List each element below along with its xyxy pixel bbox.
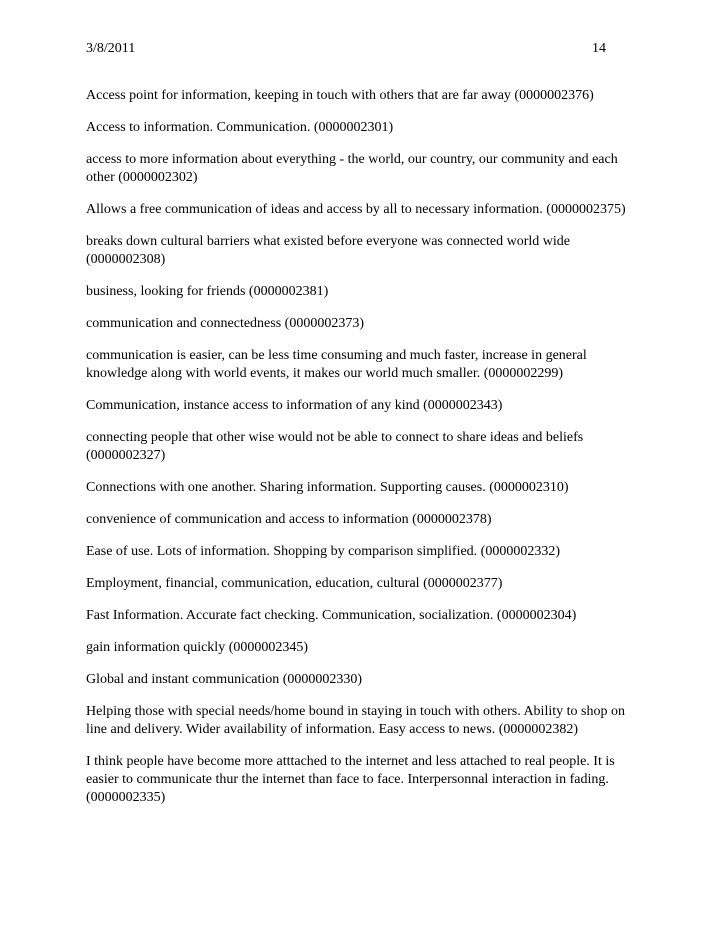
page-number: 14 [592, 41, 606, 56]
response-line: other (0000002302) [86, 170, 198, 185]
response-item [86, 283, 646, 301]
response-line: Communication, instance access to information of any kind (0000002343) [86, 398, 503, 413]
response-line: Employment, financial, communication, education, cultural (0000002377) [86, 576, 503, 591]
response-line: Helping those with special needs/home bound in staying in touch with others. Ability to shop on [86, 704, 625, 719]
response-item [86, 639, 646, 657]
response-line: Connections with one another. Sharing information. Supporting causes. (0000002310) [86, 480, 569, 495]
response-line: Ease of use. Lots of information. Shopping by comparison simplified. (0000002332) [86, 544, 560, 559]
response-list [86, 87, 646, 821]
response-line: Fast Information. Accurate fact checking. Communication, socialization. (0000002304) [86, 608, 577, 623]
response-line: I think people have become more atttached to the internet and less attached to real people. It is [86, 754, 615, 769]
response-item [86, 703, 646, 739]
response-item [86, 201, 646, 219]
response-item [86, 119, 646, 137]
response-item [86, 87, 646, 105]
response-line: Access to information. Communication. (0000002301) [86, 120, 394, 135]
response-item [86, 233, 646, 269]
response-item [86, 575, 646, 593]
response-line: (0000002308) [86, 252, 166, 267]
response-item [86, 479, 646, 497]
response-line: Access point for information, keeping in touch with others that are far away (0000002376) [86, 88, 594, 103]
response-item [86, 397, 646, 415]
response-line: (0000002335) [86, 790, 166, 805]
response-item [86, 511, 646, 529]
response-line: (0000002327) [86, 448, 166, 463]
response-item [86, 753, 646, 807]
response-item [86, 607, 646, 625]
response-item [86, 429, 646, 465]
response-line: knowledge along with world events, it makes our world much smaller. (0000002299) [86, 366, 564, 381]
response-line: connecting people that other wise would not be able to connect to share ideas and beliefs [86, 430, 584, 445]
response-item [86, 151, 646, 187]
header-date: 3/8/2011 [86, 41, 136, 56]
response-line: convenience of communication and access to information (0000002378) [86, 512, 492, 527]
response-line: communication and connectedness (0000002373) [86, 316, 364, 331]
response-line: business, looking for friends (0000002381) [86, 284, 329, 299]
response-line: line and delivery. Wider availability of information. Easy access to news. (0000002382) [86, 722, 579, 737]
response-line: access to more information about everything - the world, our country, our community and each [86, 152, 618, 167]
response-line: Global and instant communication (0000002330) [86, 672, 363, 687]
response-line: communication is easier, can be less time consuming and much faster, increase in general [86, 348, 587, 363]
response-line: breaks down cultural barriers what existed before everyone was connected world wide [86, 234, 570, 249]
page-header [86, 40, 606, 58]
response-line: easier to communicate thur the internet than face to face. Interpersonnal interaction in fading. [86, 772, 609, 787]
response-item [86, 347, 646, 383]
response-item [86, 543, 646, 561]
response-item [86, 671, 646, 689]
response-item [86, 315, 646, 333]
response-line: Allows a free communication of ideas and access by all to necessary information. (0000002375) [86, 202, 626, 217]
response-line: gain information quickly (0000002345) [86, 640, 309, 655]
